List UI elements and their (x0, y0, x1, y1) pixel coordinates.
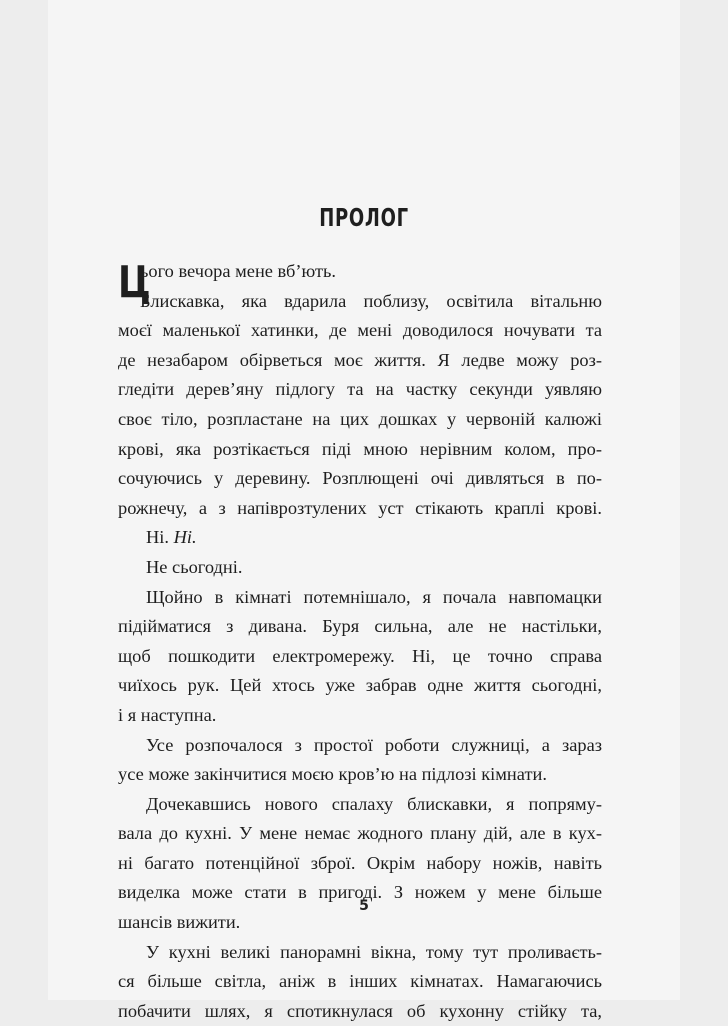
text-line: вала до кухні. У мене немає жодного плану дій, але в кух- (118, 823, 602, 844)
text-line: гледіти дерев’яну підлогу та на частку секунди уявляю (118, 379, 602, 400)
page-number: 5 (359, 898, 369, 914)
text-line: Блискавка, яка вдарила поблизу, освітила вітальню (140, 290, 602, 311)
text-line: сочуючись у деревину. Розплющені очі дивляться в по- (118, 468, 602, 489)
text-line: ся більше світла, аніж в інших кімнатах. Намагаючись (118, 971, 602, 992)
text-line: Усе розпочалося з простої роботи служниці, а зараз (146, 734, 602, 755)
text-line: ього вечора мене вб’ють. (140, 261, 336, 281)
text-line: рожнечу, а з напіврозтулених уст стікають краплі крові. (118, 497, 602, 518)
text-line: побачити шлях, я спотикнулася об кухонну стійку та, (118, 1000, 602, 1021)
text-line: шансів вижити. (118, 912, 241, 933)
text-line: Не сьогодні. (146, 556, 243, 577)
text-line: підійматися з дивана. Буря сильна, але не настільки, (118, 616, 602, 637)
text-line: У кухні великі панорамні вікна, тому тут проливаєть- (146, 941, 602, 962)
text-line: крові, яка розтікається піді мною нерівним колом, про- (118, 438, 602, 459)
book-page (48, 0, 680, 1021)
text-line (118, 523, 602, 553)
drop-cap: Ц (118, 257, 151, 308)
text-line: Щойно в кімнаті потемнішало, я почала навпомацки (146, 586, 602, 607)
text-line: моєї маленької хатинки, де мені доводилося ночувати та (118, 320, 602, 341)
text-line: виделка може стати в пригоді. З ножем у мене більше (118, 882, 602, 903)
text-line: ні багато потенційної зброї. Окрім набору ножів, навіть (118, 852, 602, 873)
text-line: своє тіло, розпластане на цих дошках у червоній калюжі (118, 408, 602, 429)
text-line: усе може закінчитися моєю кров’ю на підлозі кімнати. (118, 764, 547, 785)
text-line: Дочекавшись нового спалаху блискавки, я попряму- (146, 793, 602, 814)
chapter-title: ПРОЛОГ (319, 203, 409, 232)
text-line: де незабаром обірветься моє життя. Я ледве можу роз- (118, 349, 602, 370)
text-line: і я наступна. (118, 704, 217, 725)
text-line: чиїхось рук. Цей хтось уже забрав одне життя сьогодні, (118, 675, 602, 696)
text-line: щоб пошкодити електромережу. Ні, це точно справа (118, 645, 602, 666)
emphasis-text: Ні. (173, 527, 197, 548)
text-line-part: Ні. (146, 527, 169, 548)
